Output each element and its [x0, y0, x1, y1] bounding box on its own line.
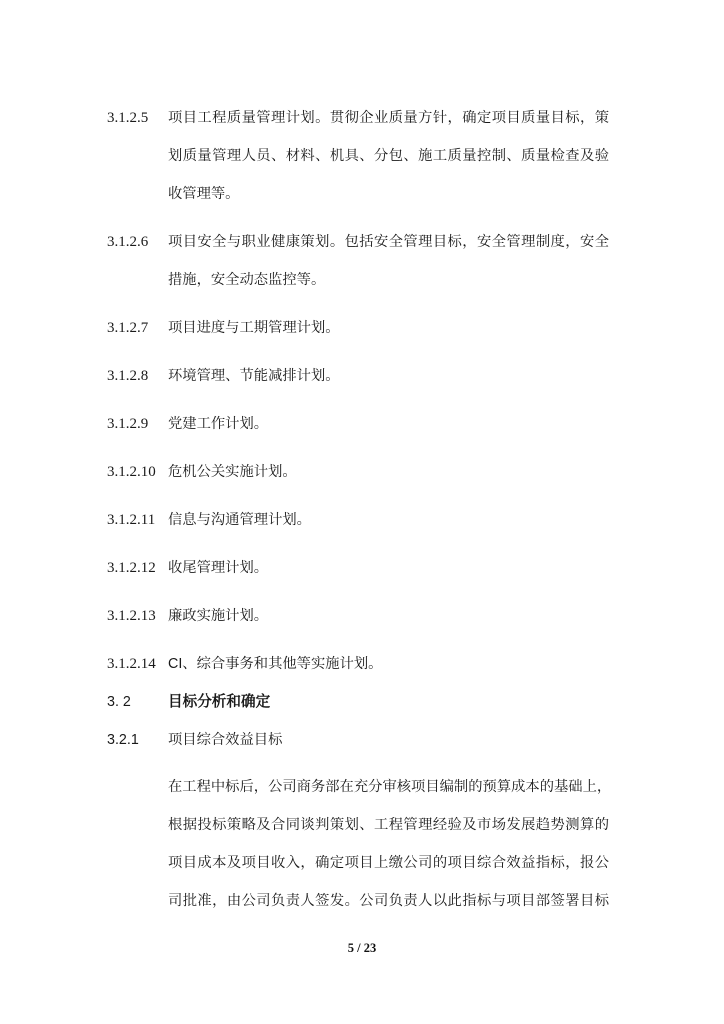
item-text [168, 453, 609, 491]
text-line: 收管理等。 [168, 186, 240, 202]
text-line: 根据投标策略及合同谈判策划、工程管理经验及市场发展趋势测算的 [168, 817, 609, 833]
text-line: 项目进度与工期管理计划。 [168, 320, 340, 336]
list-item [107, 99, 609, 213]
list-item [107, 357, 609, 395]
text-line: 信息与沟通管理计划。 [168, 512, 311, 528]
numbered-item-list [107, 99, 609, 759]
text-line: 划质量管理人员、材料、机具、分包、施工质量控制、质量检查及验 [168, 148, 609, 164]
text-line: 司批准，由公司负责人签发。公司负责人以此指标与项目部签署目标 [168, 893, 609, 909]
item-text [168, 683, 609, 721]
text-line: CI、综合事务和其他等实施计划。 [168, 656, 383, 672]
text-line: 项目成本及项目收入，确定项目上缴公司的项目综合效益指标，报公 [168, 855, 609, 871]
text-line: 项目工程质量管理计划。贯彻企业质量方针，确定项目质量目标，策 [168, 110, 609, 126]
item-text [168, 645, 609, 683]
item-number: 3.1.2.14 [107, 656, 156, 672]
list-item [107, 597, 609, 635]
list-item [107, 309, 609, 347]
text-line: 环境管理、节能减排计划。 [168, 368, 340, 384]
text-line: 党建工作计划。 [168, 416, 269, 432]
item-number: 3.1.2.6 [107, 234, 149, 250]
item-text [168, 357, 609, 395]
list-item [107, 501, 609, 539]
page-number: 5 / 23 [347, 941, 377, 955]
item-number: 3.1.2.8 [107, 368, 149, 384]
paragraph [168, 768, 612, 920]
list-item [107, 549, 609, 587]
item-text [168, 309, 609, 347]
list-item [107, 453, 609, 491]
text-line: 项目综合效益目标 [168, 732, 283, 748]
list-item [107, 645, 609, 683]
list-item [107, 223, 609, 299]
item-text [168, 721, 609, 759]
item-text [168, 597, 609, 635]
body-paragraphs [168, 768, 612, 920]
item-number: 3.1.2.11 [107, 512, 156, 528]
item-number: 3.2.1 [107, 732, 139, 748]
item-number: 3.1.2.5 [107, 110, 149, 126]
text-line: 收尾管理计划。 [168, 560, 269, 576]
item-number: 3. 2 [107, 694, 131, 710]
list-item [107, 405, 609, 443]
item-number: 3.1.2.13 [107, 608, 156, 624]
text-line: 危机公关实施计划。 [168, 464, 297, 480]
text-line: 目标分析和确定 [168, 694, 271, 710]
text-line: 廉政实施计划。 [168, 608, 269, 624]
document-content [107, 99, 612, 920]
item-number: 3.1.2.12 [107, 560, 156, 576]
item-text [168, 549, 609, 587]
item-text [168, 223, 609, 299]
item-number: 3.1.2.7 [107, 320, 149, 336]
text-line: 在工程中标后，公司商务部在充分审核项目编制的预算成本的基础上， [168, 779, 612, 795]
section-heading [107, 721, 609, 759]
text-line: 项目安全与职业健康策划。包括安全管理目标，安全管理制度，安全 [168, 234, 609, 250]
item-text [168, 99, 609, 213]
item-text [168, 501, 609, 539]
text-line: 措施，安全动态监控等。 [168, 272, 326, 288]
section-heading [107, 683, 609, 721]
item-number: 3.1.2.10 [107, 464, 156, 480]
item-text [168, 405, 609, 443]
item-number: 3.1.2.9 [107, 416, 149, 432]
page-footer [0, 940, 724, 956]
